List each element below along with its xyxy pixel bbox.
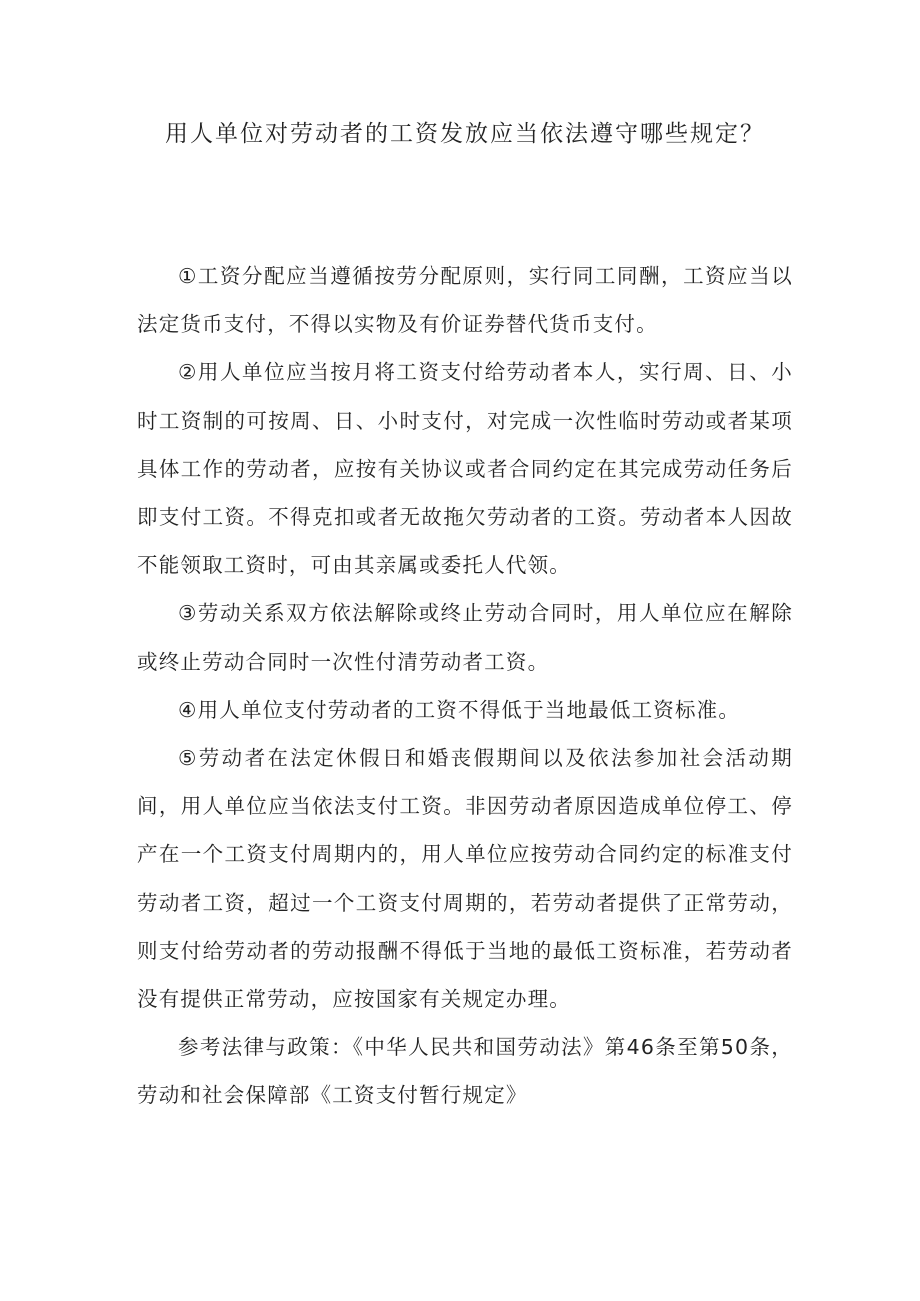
document-body bbox=[137, 252, 793, 1120]
paragraph-4: ④用人单位支付劳动者的工资不得低于当地最低工资标准。 bbox=[178, 697, 741, 722]
page-title: 用人单位对劳动者的工资发放应当依法遵守哪些规定？ bbox=[165, 121, 765, 147]
paragraph-3: ③劳动关系双方依法解除或终止劳动合同时，用人单位应在解除或终止劳动合同时一次性付清劳动者工资。 bbox=[137, 601, 793, 674]
paragraph-5: ⑤劳动者在法定休假日和婚丧假期间以及依法参加社会活动期间，用人单位应当依法支付工资。非因劳动者原因造成单位停工、停产在一个工资支付周期内的，用人单位应按劳动合同约定的标准支付劳动者工资，超过一个工资支付周期的，若劳动者提供了正常劳动，则支付给劳动者的劳动报酬不得低于当地的最低工资标准，若劳动者没有提供正常劳动，应按国家有关规定办理。 bbox=[137, 746, 793, 1012]
paragraph-2: ②用人单位应当按月将工资支付给劳动者本人，实行周、日、小时工资制的可按周、日、小时支付，对完成一次性临时劳动或者某项具体工作的劳动者，应按有关协议或者合同约定在其完成劳动任务后即支付工资。不得克扣或者无故拖欠劳动者的工资。劳动者本人因故不能领取工资时，可由其亲属或委托人代领。 bbox=[137, 360, 793, 578]
paragraph-1: ①工资分配应当遵循按劳分配原则，实行同工同酬，工资应当以法定货币支付，不得以实物及有价证券替代货币支付。 bbox=[137, 264, 793, 337]
reference-paragraph: 参考法律与政策：《中华人民共和国劳动法》第46条至第50条，劳动和社会保障部《工资支付暂行规定》 bbox=[137, 1035, 793, 1108]
